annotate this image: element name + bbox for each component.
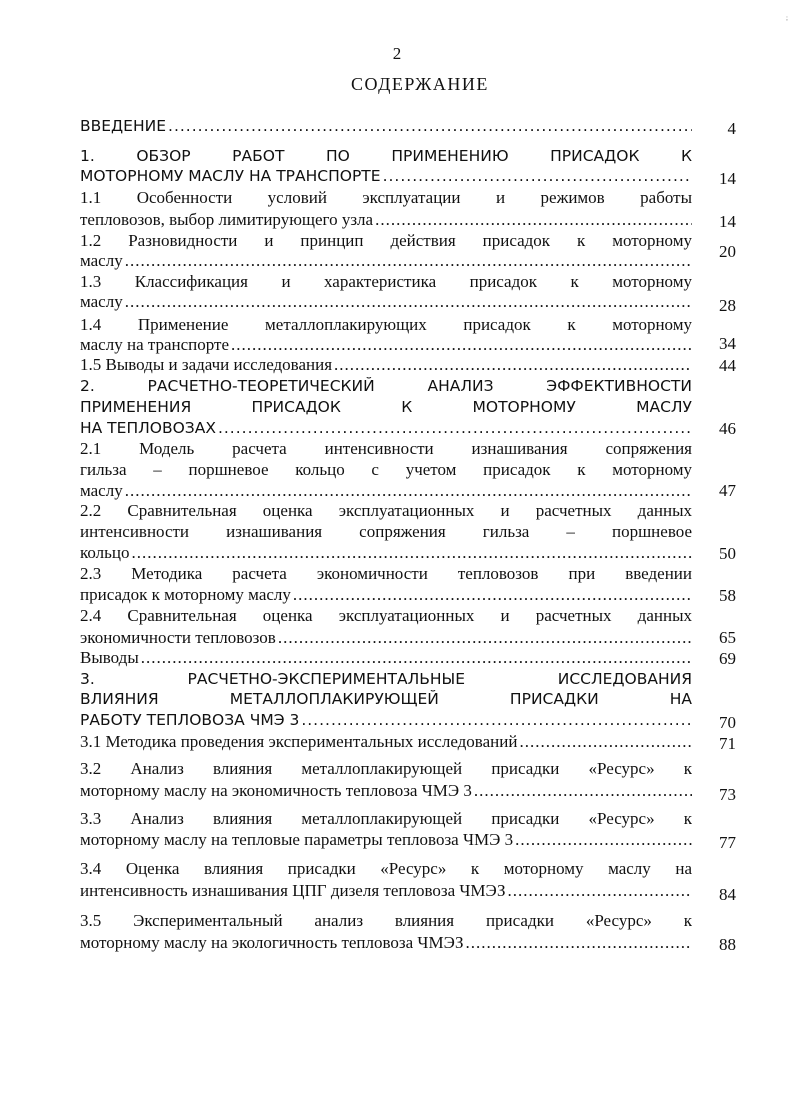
toc-page-number: 50 [719, 544, 736, 563]
toc-page-number: 71 [719, 734, 736, 753]
toc-entry-text: НА ТЕПЛОВОЗАХ [80, 419, 216, 437]
toc-page-number: 44 [719, 356, 736, 375]
toc-page-number: 69 [719, 649, 736, 668]
toc-entry-text: экономичности тепловозов [80, 628, 276, 647]
dot-leader [168, 115, 692, 137]
toc-entry-line [80, 291, 692, 313]
toc-entry-line [80, 542, 692, 564]
toc-entry-text: 2.2 Сравнительная оценка эксплуатационных и расчетных данных [80, 501, 692, 520]
toc-entry-line [80, 145, 692, 167]
toc-entry-text: 2.1 Модель расчета интенсивности изнашивания сопряжения [80, 439, 692, 458]
toc-entry-text: ВЛИЯНИЯ МЕТАЛЛОПЛАКИРУЮЩЕЙ ПРИСАДКИ НА [80, 690, 692, 708]
toc-entry-text: 1.3 Классификация и характеристика присадок к моторному [80, 272, 692, 291]
toc-entry-text: маслу на транспорте [80, 335, 230, 354]
toc-page-number: 84 [719, 885, 736, 904]
toc-entry-line [80, 480, 692, 502]
toc-page-number: 88 [719, 935, 736, 954]
toc-entry-line [80, 758, 692, 780]
toc-page-number: 46 [719, 419, 736, 438]
toc-page-number: 14 [719, 169, 736, 188]
dot-leader [301, 709, 692, 731]
toc-entry-text: 3.1 Методика проведения экспериментальных исследований [80, 732, 518, 751]
toc-entry-text: 1.2 Разновидности и принцип действия присадок к моторному [80, 231, 692, 250]
dot-leader [278, 627, 692, 649]
dot-leader [293, 584, 692, 606]
toc-page-number: 73 [719, 785, 736, 804]
toc-page-number: 70 [719, 713, 736, 732]
toc-entry-text: МОТОРНОМУ МАСЛУ НА ТРАНСПОРТЕ [80, 167, 381, 185]
toc-entry-text: маслу [80, 292, 123, 311]
toc-entry-text: 3.2 Анализ влияния металлоплакирующей присадки «Ресурс» к [80, 759, 692, 778]
dot-leader [141, 647, 692, 669]
toc-entry-text: кольцо [80, 543, 130, 562]
toc-entry-line [80, 647, 692, 669]
toc-entry-text: интенсивность изнашивания ЦПГ дизеля тепловоза ЧМЭЗ [80, 881, 506, 900]
toc-entry-line [80, 187, 692, 209]
toc-entry-line [80, 829, 692, 851]
toc-entry-line [80, 731, 692, 753]
toc-entry-line [80, 780, 692, 802]
toc-entry-line [80, 584, 692, 606]
toc-entry-line [80, 521, 692, 543]
toc-entry-text: моторному маслу на экономичность тепловоза ЧМЭ 3 [80, 781, 472, 800]
toc-entry-text: ПРИМЕНЕНИЯ ПРИСАДОК К МОТОРНОМУ МАСЛУ [80, 398, 692, 416]
dot-leader [125, 291, 692, 313]
dot-leader [375, 209, 692, 231]
toc-entry-line [80, 668, 692, 690]
dot-leader [218, 417, 692, 439]
corner-mark: ; [786, 14, 788, 22]
toc-entry-text: 1. ОБЗОР РАБОТ ПО ПРИМЕНЕНИЮ ПРИСАДОК К [80, 147, 692, 165]
toc-entry-line [80, 858, 692, 880]
toc-entry-line [80, 459, 692, 481]
toc-entry-text: маслу [80, 251, 123, 270]
toc-entry-line [80, 165, 692, 187]
toc-entry-text: РАБОТУ ТЕПЛОВОЗА ЧМЭ 3 [80, 711, 300, 729]
page-number: 2 [392, 44, 402, 63]
toc-entry-line [80, 808, 692, 830]
dot-leader [334, 354, 692, 376]
page-title: СОДЕРЖАНИЕ [351, 74, 489, 94]
toc-entry-line [80, 627, 692, 649]
toc-entry-line [80, 910, 692, 932]
dot-leader [515, 829, 692, 851]
dot-leader [132, 542, 692, 564]
dot-leader [474, 780, 692, 802]
toc-entry-text: тепловозов, выбор лимитирующего узла [80, 210, 374, 229]
dot-leader [507, 880, 692, 902]
toc-entry-text: гильза – поршневое кольцо с учетом присадок к моторному [80, 460, 692, 479]
toc-entry-text: 3.3 Анализ влияния металлоплакирующей присадки «Ресурс» к [80, 809, 692, 828]
toc-entry-text: моторному маслу на тепловые параметры тепловоза ЧМЭ 3 [80, 830, 514, 849]
toc-entry-line [80, 314, 692, 336]
toc-page-number: 4 [727, 119, 736, 138]
toc-page-number: 20 [719, 242, 736, 261]
toc-entry-text: 1.5 Выводы и задачи исследования [80, 355, 333, 374]
toc-entry-text: 2. РАСЧЕТНО-ТЕОРЕТИЧЕСКИЙ АНАЛИЗ ЭФФЕКТИВНОСТИ [80, 377, 692, 395]
dot-leader [125, 250, 692, 272]
toc-entry-line [80, 396, 692, 418]
toc-entry-line [80, 563, 692, 585]
dot-leader [125, 480, 692, 502]
toc-entry-line [80, 334, 692, 356]
dot-leader [519, 731, 692, 753]
toc-entry-line [80, 605, 692, 627]
toc-entry-text: 3.5 Экспериментальный анализ влияния присадки «Ресурс» к [80, 911, 692, 930]
toc-entry-line [80, 375, 692, 397]
toc-page-number: 77 [719, 833, 736, 852]
toc-page-number: 14 [719, 212, 736, 231]
toc-entry-text: 2.4 Сравнительная оценка эксплуатационных и расчетных данных [80, 606, 692, 625]
dot-leader [383, 165, 692, 187]
toc-entry-line [80, 417, 692, 439]
dot-leader [466, 932, 692, 954]
toc-entry-line [80, 209, 692, 231]
toc-entry-text: интенсивности изнашивания сопряжения гильза – поршневое [80, 522, 692, 541]
toc-page-number: 65 [719, 628, 736, 647]
dot-leader [231, 334, 692, 356]
toc-entry-line [80, 932, 692, 954]
toc-entry-line [80, 438, 692, 460]
toc-page-number: 47 [719, 481, 736, 500]
toc-entry-line [80, 230, 692, 252]
toc-entry-line [80, 500, 692, 522]
toc-entry-text: 1.1 Особенности условий эксплуатации и режимов работы [80, 188, 692, 207]
toc-entry-text: 3.4 Оценка влияния присадки «Ресурс» к моторному маслу на [80, 859, 692, 878]
toc-entry-text: 1.4 Применение металлоплакирующих присадок к моторному [80, 315, 692, 334]
toc-entry-line [80, 354, 692, 376]
toc-entry-line [80, 115, 692, 137]
toc-entry-line [80, 709, 692, 731]
toc-page-number: 28 [719, 296, 736, 315]
toc-entry-text: маслу [80, 481, 123, 500]
toc-entry-text: присадок к моторному маслу [80, 585, 291, 604]
toc-entry-line [80, 250, 692, 272]
toc-entry-text: Выводы [80, 648, 139, 667]
toc-entry-text: моторному маслу на экологичность тепловоза ЧМЭЗ [80, 933, 464, 952]
toc-entry-line [80, 688, 692, 710]
toc-page-number: 58 [719, 586, 736, 605]
toc-entry-text: ВВЕДЕНИЕ [80, 117, 167, 135]
toc-entry-text: 2.3 Методика расчета экономичности тепловозов при введении [80, 564, 692, 583]
toc-entry-text: 3. РАСЧЕТНО-ЭКСПЕРИМЕНТАЛЬНЫЕ ИССЛЕДОВАНИЯ [80, 670, 692, 688]
toc-entry-line [80, 271, 692, 293]
toc-entry-line [80, 880, 692, 902]
toc-page-number: 34 [719, 334, 736, 353]
